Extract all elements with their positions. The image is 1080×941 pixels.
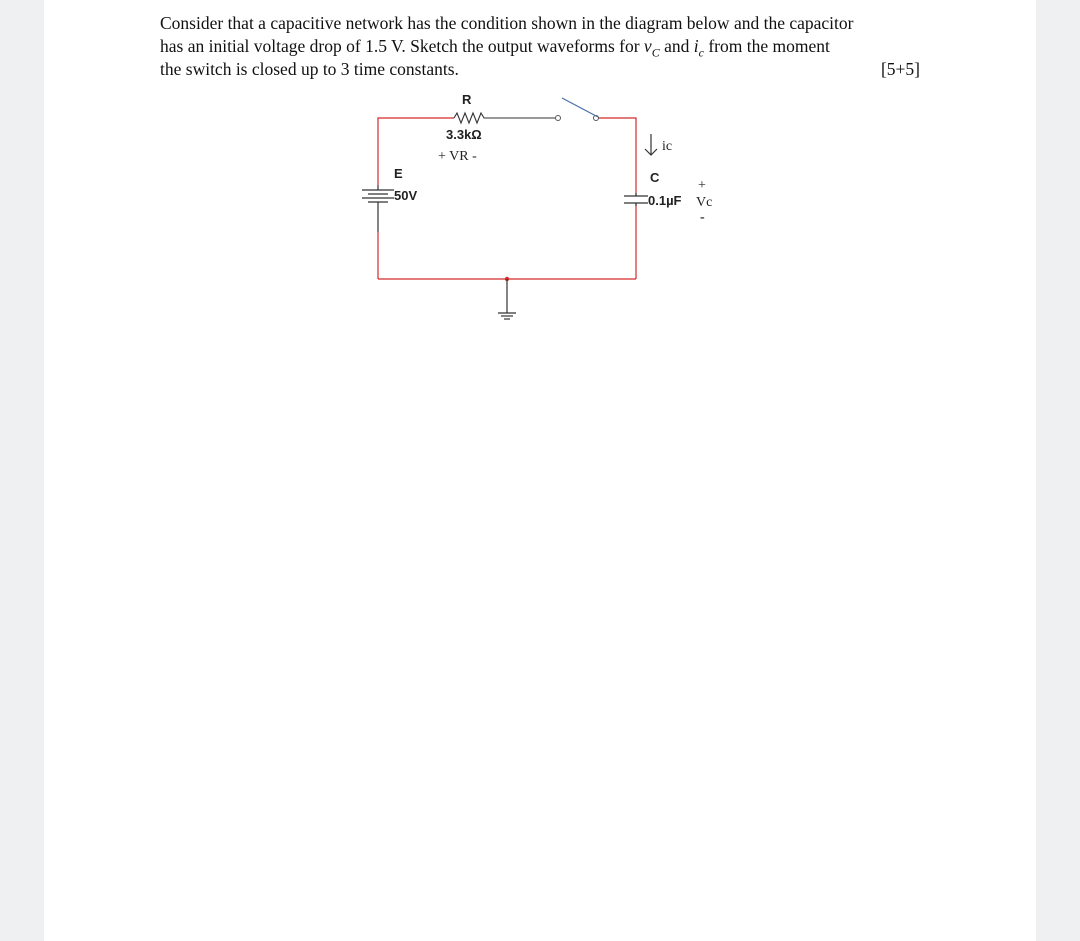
capacitor-plus: +	[698, 178, 706, 193]
capacitor-symbol	[624, 193, 648, 206]
battery-symbol	[362, 185, 394, 232]
capacitor-voltage: Vc	[696, 195, 713, 210]
switch-symbol	[556, 98, 599, 121]
capacitor-label: C	[650, 170, 660, 185]
current-label: ic	[662, 139, 673, 154]
ic-symbol: $i_c$	[693, 36, 704, 60]
question-line-3: the switch is closed up to 3 time constants. [5+5]	[160, 59, 920, 79]
vc-symbol: $v_C$	[643, 36, 660, 60]
question-line-2: has an initial voltage drop of 1.5 V. Sketch the output waveforms for $v_C$ and $i_c$ from the moment	[160, 36, 830, 60]
capacitor-value: 0.1µF	[648, 193, 682, 208]
capacitor-minus: -	[700, 210, 705, 225]
wire-right-top	[598, 118, 636, 193]
resistor-voltage: + VR -	[438, 149, 477, 164]
ground-icon	[498, 277, 516, 319]
marks-label: [5+5]	[880, 59, 920, 79]
current-arrow-icon	[645, 134, 657, 155]
resistor-label: R	[462, 92, 472, 107]
source-label: E	[394, 166, 403, 181]
resistor-value: 3.3kΩ	[446, 127, 482, 142]
resistor-symbol	[454, 113, 555, 123]
question-line-1: Consider that a capacitive network has the condition shown in the diagram below and the capacitor	[160, 13, 854, 33]
source-value: 50V	[394, 188, 418, 203]
